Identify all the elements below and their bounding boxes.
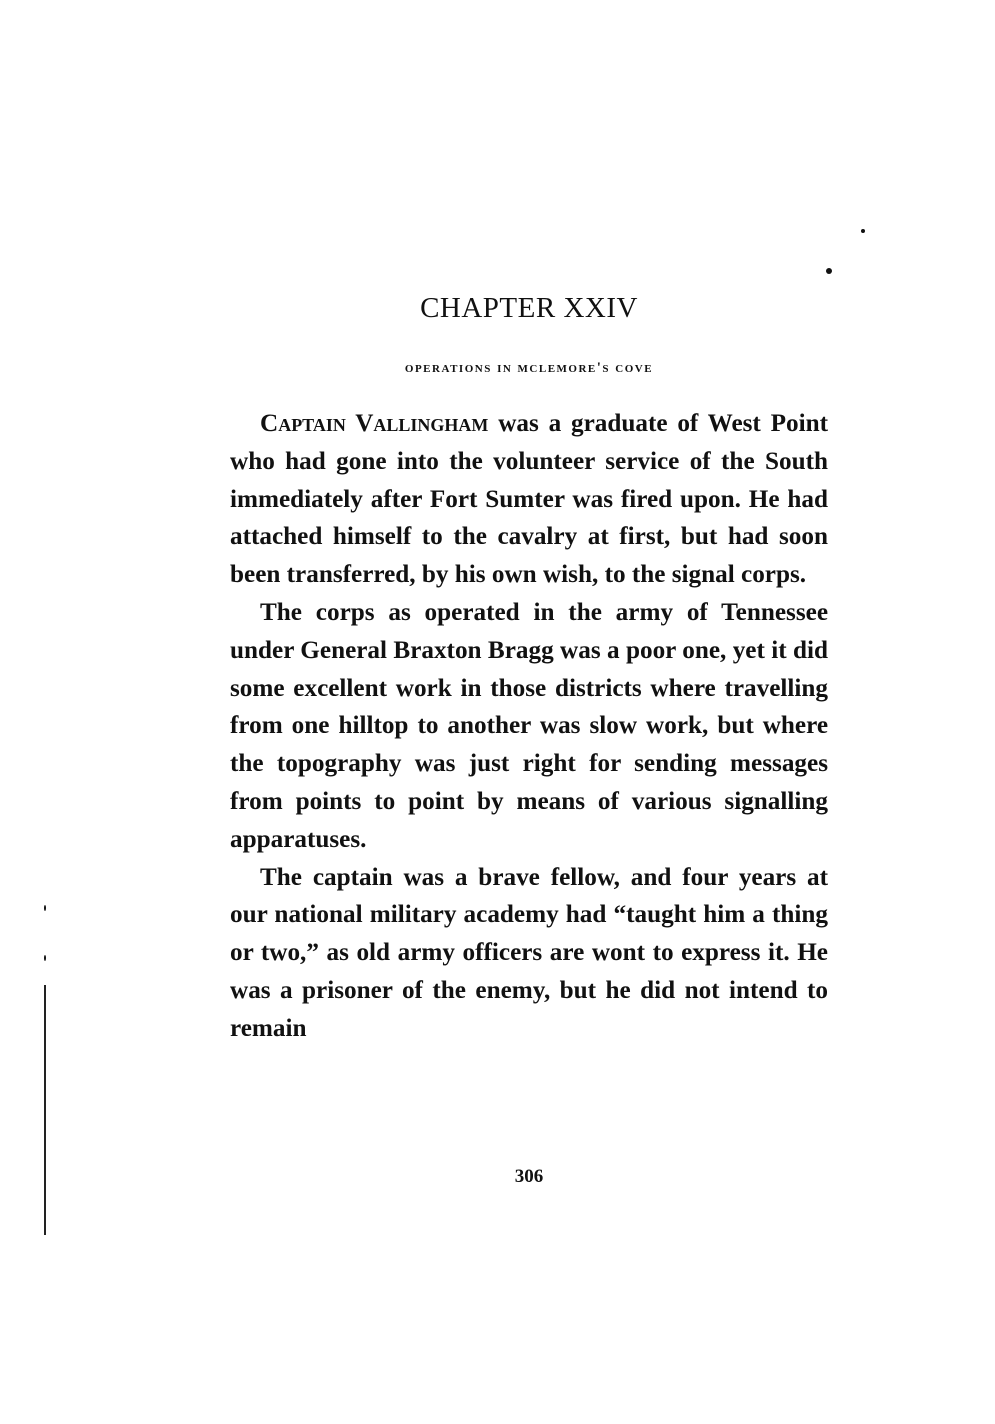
paragraph-1-lead: Captain Vallingham — [260, 410, 489, 437]
paragraph-3: The captain was a brave fellow, and four years at our national military academy had “taught him a thing or two,” as old army officers are wont to express it. He was a prisoner of the enemy, but he did not intend to remain — [230, 863, 828, 1042]
page-number: 306 — [514, 1166, 544, 1187]
paragraph-2: The corps as operated in the army of Tennessee under General Braxton Bragg was a poor one, yet it did some excellent work in those districts where travelling from one hilltop to another was slow work, but where the topography was just right for sending messages from points to point by means of various signalling apparatuses. — [230, 598, 828, 853]
scan-speck — [44, 905, 46, 911]
chapter-subtitle: operations in mclemore's cove — [404, 360, 654, 376]
chapter-title: CHAPTER XXIV — [420, 292, 638, 324]
scan-speck — [826, 268, 832, 274]
scan-speck — [861, 229, 865, 233]
paragraph-1 — [230, 405, 828, 594]
scan-margin-line — [44, 985, 46, 1235]
paragraph-1-text: was a graduate of West Point who had gone into the volunteer service of the South immediately after Fort Sumter was fired upon. He had attached himself to the cavalry at first, but had soon been transferred, by his own wish, to the signal corps. — [230, 410, 828, 589]
scan-speck — [44, 955, 46, 961]
chapter-body — [230, 405, 828, 1048]
